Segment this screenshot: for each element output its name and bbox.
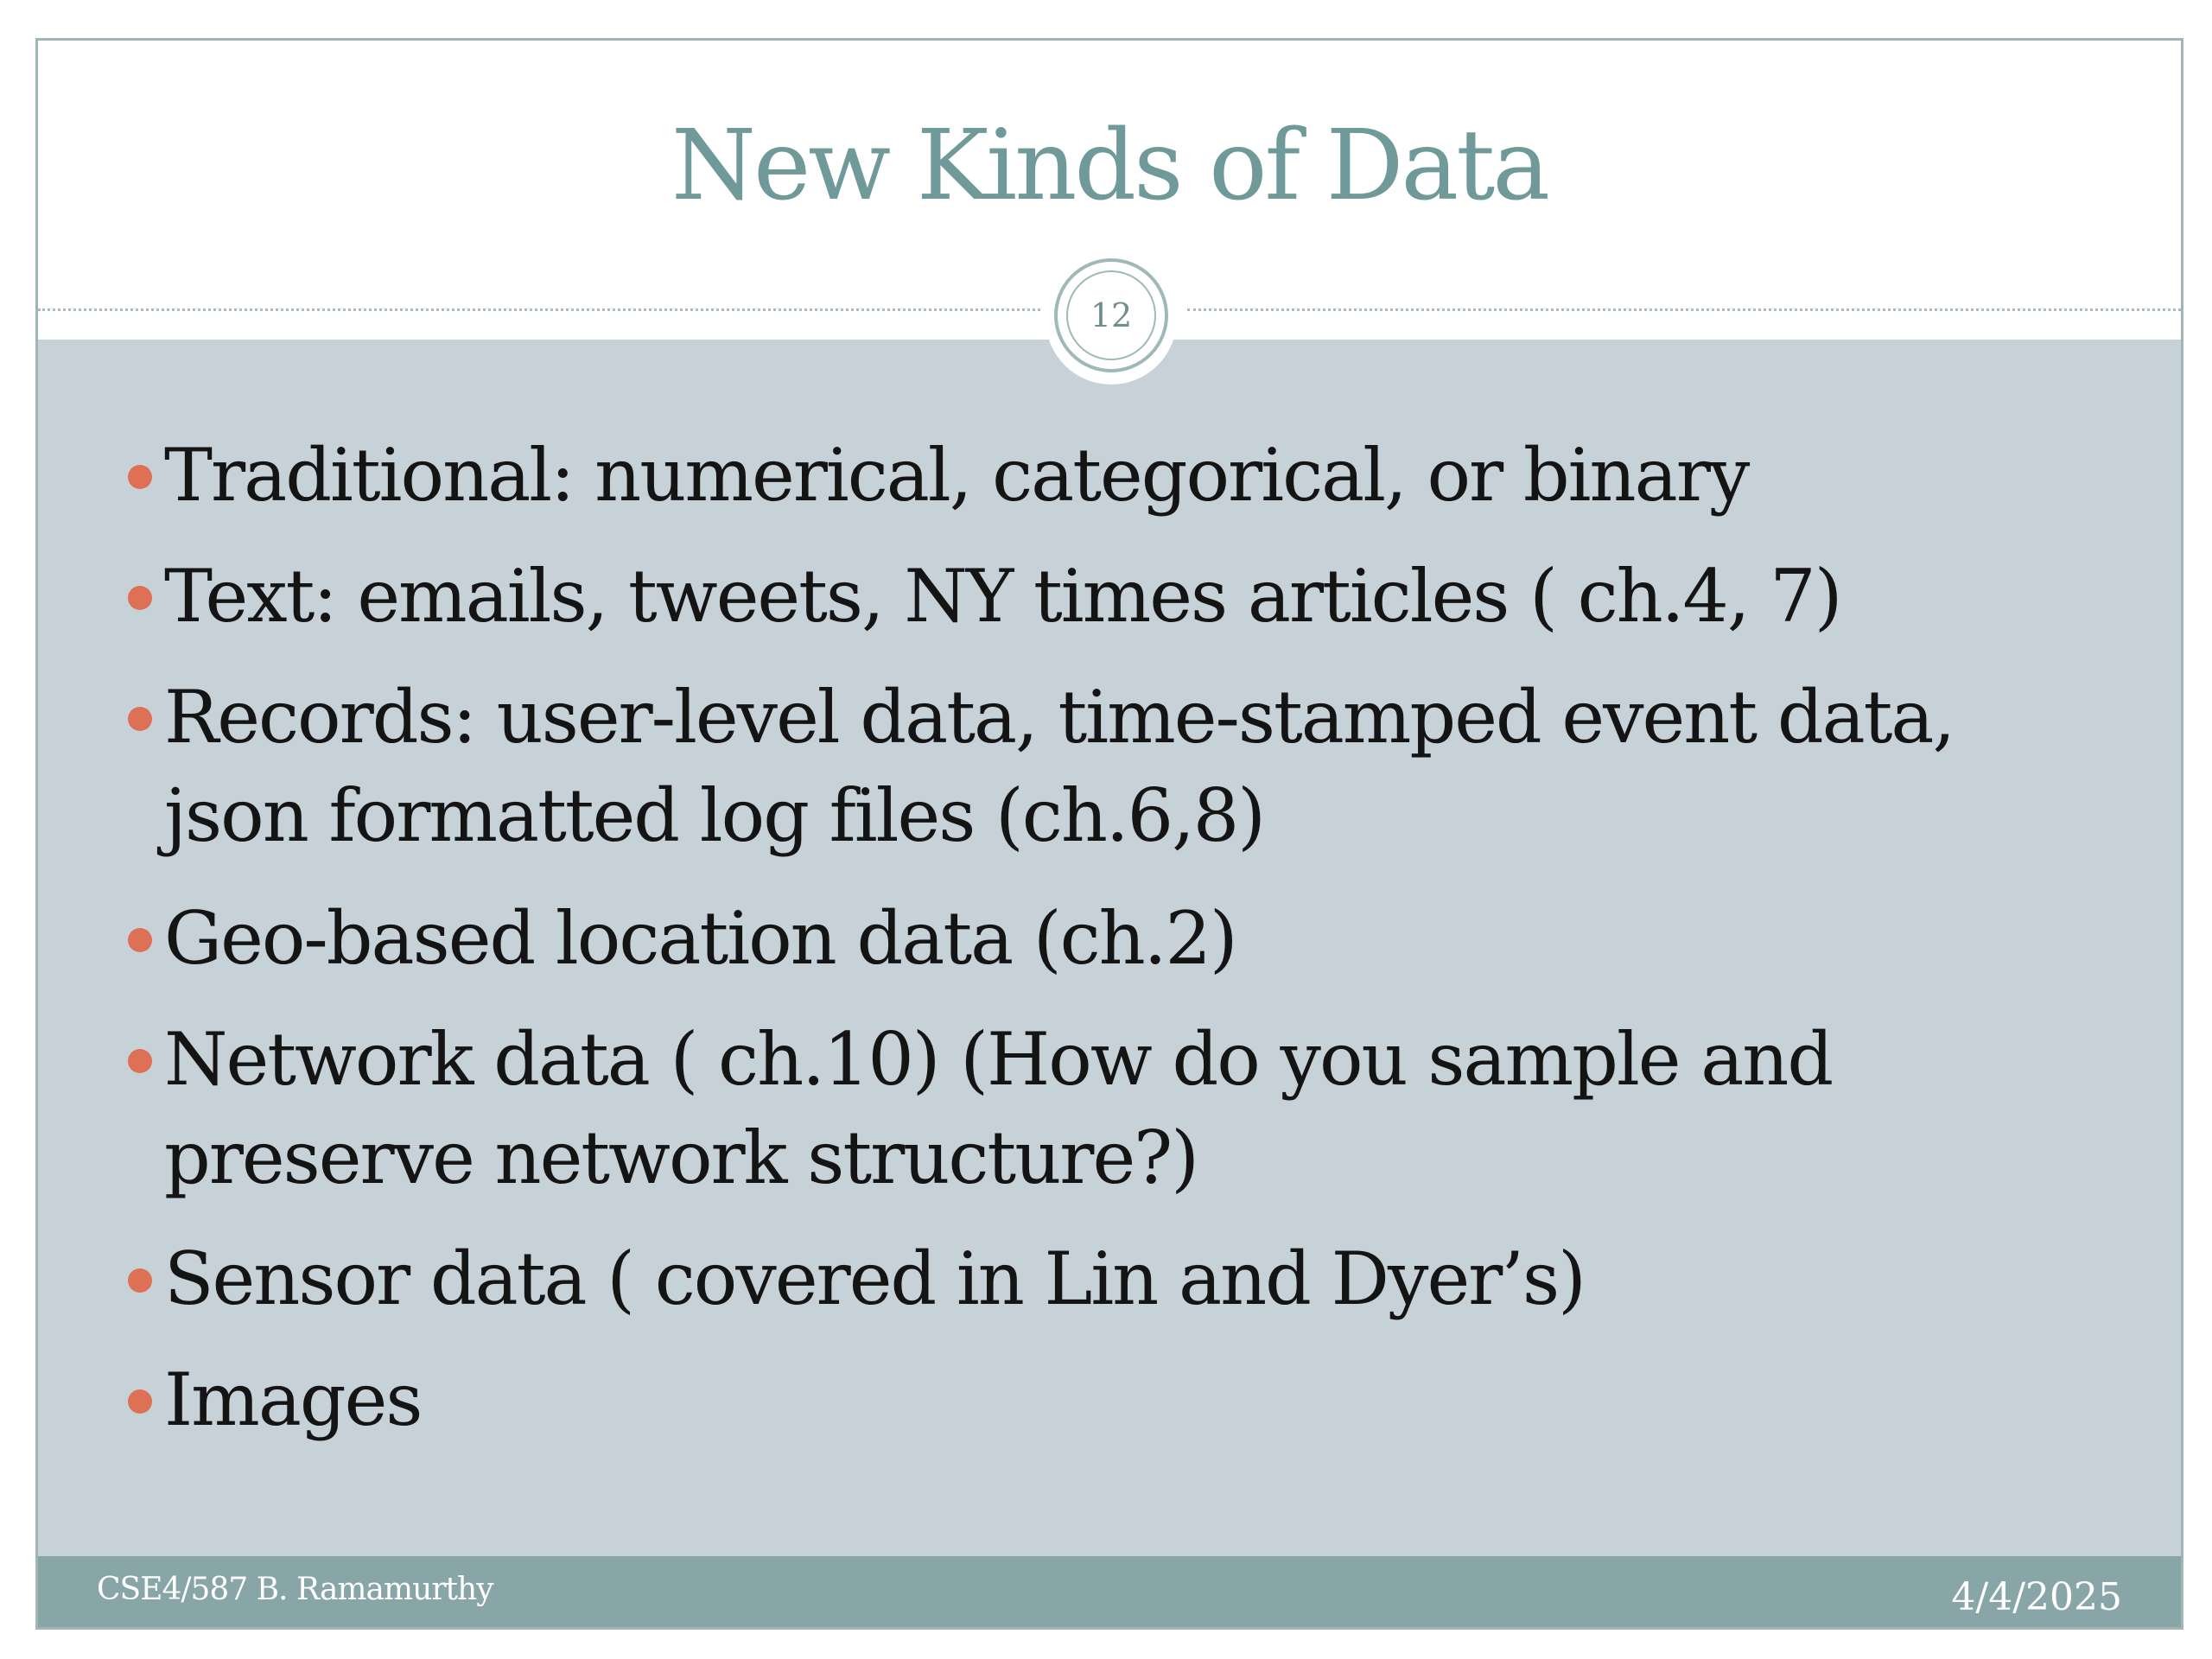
bullet-line: json formatted log files (ch.6,8) <box>164 773 1264 858</box>
bullet-item <box>164 1010 2100 1207</box>
bullet-line: Traditional: numerical, categorical, or binary <box>164 433 1749 518</box>
bullet-dot-icon <box>128 1389 152 1414</box>
slide-title: New Kinds of Data <box>671 110 1548 222</box>
footer-course-author: CSE4/587 B. Ramamurthy <box>97 1572 493 1607</box>
bullet-item <box>164 547 2100 645</box>
slide-number: 12 <box>1066 270 1156 360</box>
bullet-dot-icon <box>128 707 152 731</box>
bullet-item <box>164 426 2100 524</box>
footer-date: 4/4/2025 <box>1951 1575 2122 1619</box>
title-divider-left <box>38 308 1040 311</box>
bullet-item <box>164 1351 2100 1449</box>
bullet-line: Sensor data ( covered in Lin and Dyer’s) <box>164 1236 1585 1321</box>
bullet-line: Network data ( ch.10) (How do you sample and <box>164 1017 1833 1102</box>
bullet-line: Geo-based location data (ch.2) <box>164 896 1236 981</box>
bullet-dot-icon <box>128 1268 152 1293</box>
slide-body <box>38 340 2181 1591</box>
title-divider-right <box>1187 308 2183 311</box>
bullet-line: Text: emails, tweets, NY times articles ( ch.4, 7) <box>164 554 1841 639</box>
slide <box>35 38 2183 1630</box>
bullet-dot-icon <box>128 465 152 489</box>
bullet-line: preserve network structure?) <box>164 1116 1198 1200</box>
bullet-dot-icon <box>128 586 152 610</box>
bullet-line: Images <box>164 1357 422 1442</box>
bullet-dot-icon <box>128 1049 152 1073</box>
bullet-item <box>164 668 2100 865</box>
slide-footer <box>38 1556 2181 1630</box>
bullet-item <box>164 1230 2100 1328</box>
bullet-item <box>164 889 2100 988</box>
bullet-dot-icon <box>128 928 152 952</box>
bullet-line: Records: user-level data, time-stamped event data, <box>164 675 1955 760</box>
slide-number-badge <box>1054 258 1168 372</box>
